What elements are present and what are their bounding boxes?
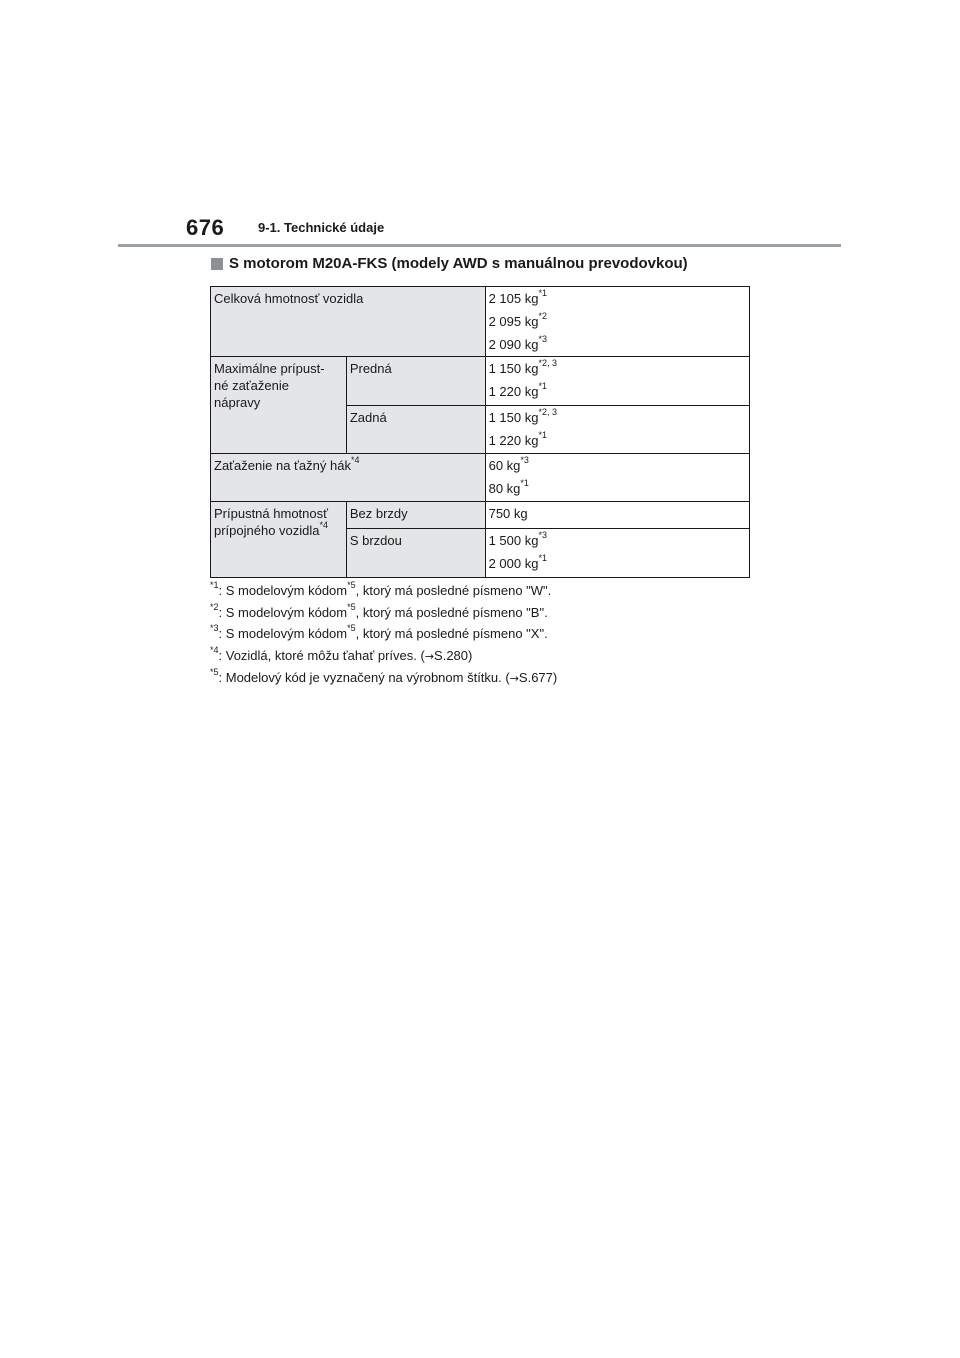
weight-value: 1 500 $kg^{*3}$ (488, 530, 547, 548)
footnote-ref: *4 (319, 520, 329, 530)
footnote-ref: *2 (538, 311, 547, 321)
footnote-ref: *1 (538, 288, 547, 298)
footnote-ref: *1 (538, 553, 547, 563)
page-number: 676 (186, 215, 225, 240)
footnote-ref: *1 (538, 381, 547, 391)
hitch-load-label-text: Zaťaženie na ťažný hák (214, 458, 351, 473)
page-reference-link[interactable]: S.280 (434, 647, 469, 663)
heading-text: S motorom M20A-FKS (modely AWD s manuálnou prevodovkou) (229, 255, 688, 272)
hitch-load-label (211, 454, 486, 502)
weight-value: 1 150 kg$^{*2, 3}$ (488, 358, 557, 376)
weight-value: 1 220 $kg^{*1}$ (488, 381, 547, 399)
weight-value: 1 150 kg$^{*2, 3}$ (488, 407, 557, 425)
total-weight-values (485, 287, 749, 357)
footnote-item: $^{*4}$: Vozidlá, ktoré môžu ťahať príves. (→S.280) (210, 644, 473, 663)
total-weight-label: Celková hmotnosť vozidla (211, 287, 486, 357)
braked-values (485, 529, 749, 578)
table-row (211, 454, 750, 502)
footnote-ref: *5 (347, 623, 356, 633)
weight-value: 80 $kg^{*1}$ (488, 478, 529, 496)
right-arrow-icon: → (424, 649, 435, 663)
section-title: 9-1. Technické údaje (258, 220, 385, 235)
footnote-mark: *4 (210, 644, 219, 655)
footnotes (210, 580, 557, 690)
footnote-ref: *1 (538, 430, 547, 440)
table-row (211, 502, 750, 529)
weight-value: 2 000 $kg^{*1}$ (488, 553, 547, 571)
rear-axle-values (485, 406, 749, 454)
right-arrow-icon: → (509, 672, 519, 685)
footnote-mark: *5 (210, 667, 219, 677)
trailer-weight-label-text: Prípustná hmotnosť prípojného vozidla (214, 506, 328, 538)
weight-value: 60 $kg^{*3}$ (488, 455, 529, 473)
footnote-ref: *3 (520, 455, 529, 465)
footnote-item: $^{*1}$: S modelovým kódom$^{*5}$, ktorý má posledné písmeno "W". (210, 580, 552, 598)
front-axle-label: Predná (346, 357, 485, 406)
weight-value: 1 220 $kg^{*1}$ (488, 430, 547, 448)
footnote-ref: *1 (520, 478, 529, 488)
footnote-mark: *2 (210, 601, 219, 612)
unbraked-value: 750 kg (485, 502, 749, 529)
trailer-weight-label (211, 502, 347, 578)
footnote-mark: *1 (210, 580, 219, 590)
unbraked-label: Bez brzdy (346, 502, 485, 529)
square-bullet-icon (211, 258, 223, 270)
axle-load-label: Maximálne prípust- né zaťaženie nápravy (211, 357, 347, 454)
footnote-mark: *3 (210, 623, 219, 633)
weight-value: 2 095 $kg^{*2}$ (488, 311, 547, 329)
footnote-item: $^{*2}$: S modelovým kódom$^{*5}$, ktorý má posledné písmeno "B". (210, 601, 548, 620)
footnote-ref: *3 (538, 334, 547, 344)
footnote-ref: *5 (347, 601, 356, 612)
header-rule (118, 244, 841, 247)
table-row (211, 287, 750, 357)
weight-value: 2 105 $kg^{*1}$ (488, 288, 547, 306)
section-heading (211, 255, 688, 272)
specification-table (210, 286, 750, 578)
footnote-ref: *5 (347, 580, 356, 590)
front-axle-values (485, 357, 749, 406)
braked-label: S brzdou (346, 529, 485, 578)
footnote-ref: *2, 3 (538, 358, 557, 368)
footnote-item: $^{*3}$: S modelovým kódom$^{*5}$, ktorý má posledné písmeno "X". (210, 623, 548, 641)
footnote-ref: *2, 3 (538, 407, 557, 417)
rear-axle-label: Zadná (346, 406, 485, 454)
footnote-ref: *4 (350, 455, 360, 465)
page-reference-link[interactable]: S.677 (518, 670, 553, 685)
table-row (211, 357, 750, 406)
footnote-item: $^{*5}$: Modelový kód je vyznačený na výrobnom štítku. (→S.677) (210, 667, 558, 685)
hitch-load-values (485, 454, 749, 502)
footnote-ref: *3 (538, 530, 547, 540)
weight-value: 2 090 $kg^{*3}$ (488, 334, 547, 352)
